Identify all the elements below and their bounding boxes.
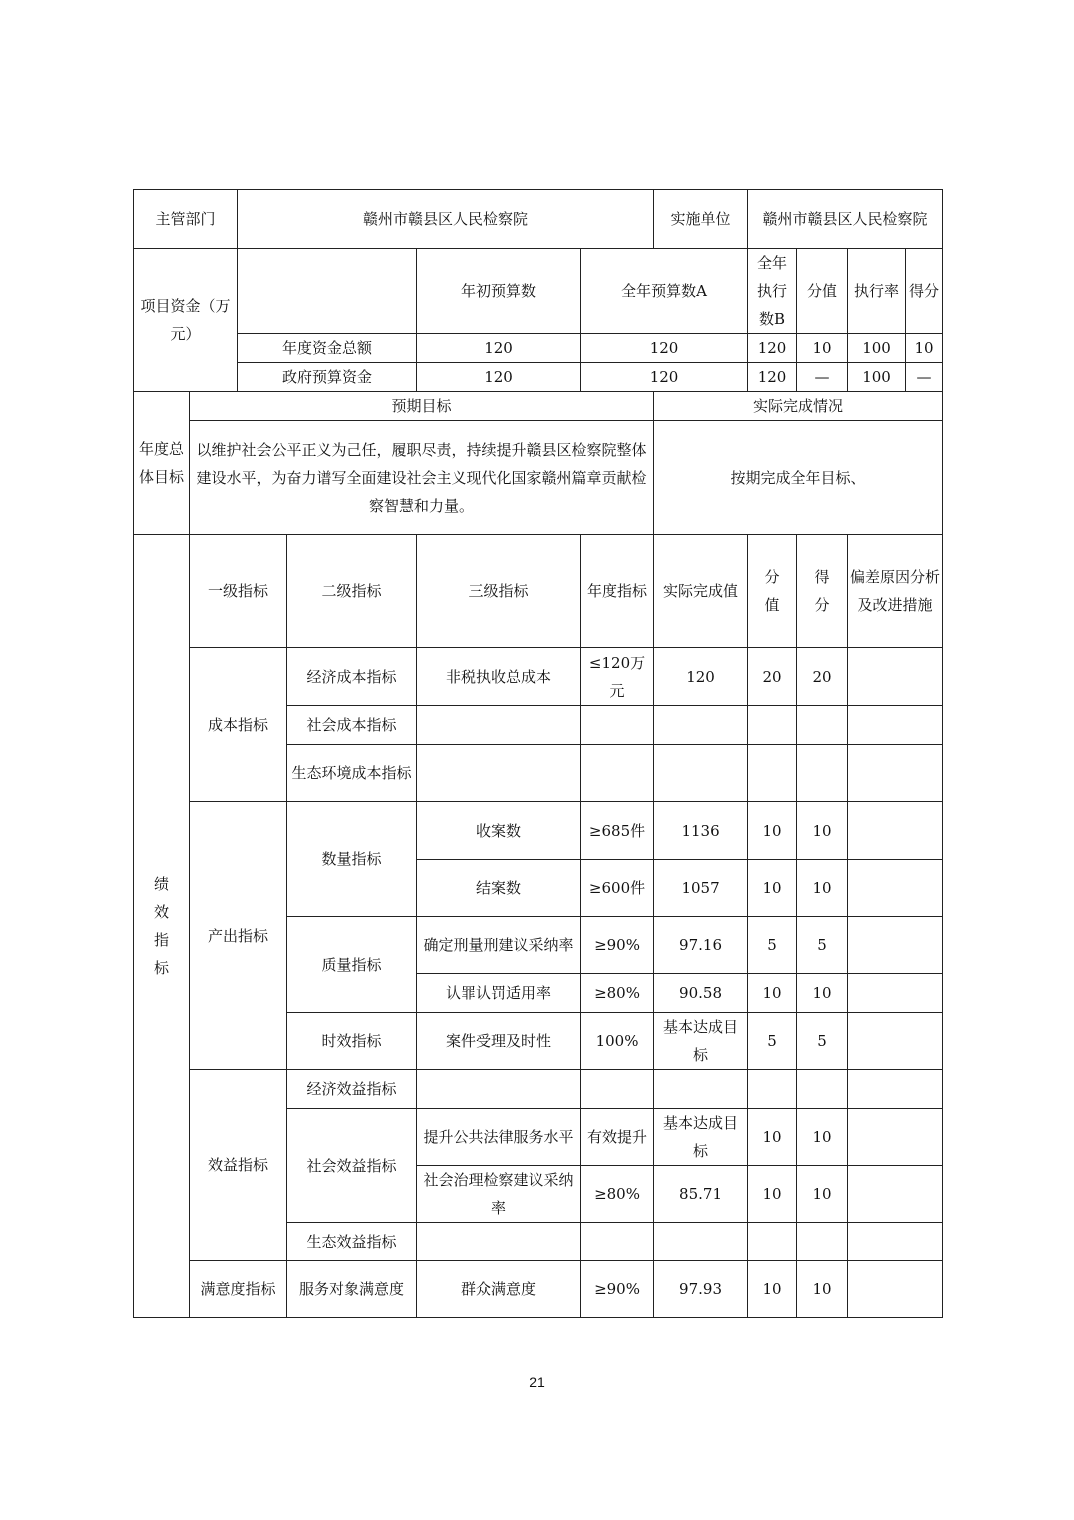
output-quantity-score-value-1: 10 (748, 802, 797, 860)
header-score (797, 535, 848, 648)
cost-ecological-target (581, 745, 654, 802)
benefit-economic-item (417, 1070, 581, 1109)
output-quality-actual-2: 90.58 (654, 974, 748, 1013)
cost-ecological-actual (654, 745, 748, 802)
benefit-economic-target (581, 1070, 654, 1109)
benefit-social-label: 社会效益指标 (287, 1109, 417, 1223)
performance-table (133, 189, 943, 1318)
output-timeliness-score: 5 (797, 1013, 848, 1070)
funds-blank-header (238, 249, 417, 334)
dept-value: 赣州市赣县区人民检察院 (238, 190, 654, 249)
header-actual: 实际完成值 (654, 535, 748, 648)
satisfaction-actual: 97.93 (654, 1261, 748, 1318)
funds-row-gov-initial: 120 (417, 363, 581, 392)
output-quantity-target-1: ≥685件 (581, 802, 654, 860)
funds-col-executed: 全年执行数B (748, 249, 797, 334)
output-timeliness-target: 100% (581, 1013, 654, 1070)
benefit-economic-score-value (748, 1070, 797, 1109)
output-quantity-target-2: ≥600件 (581, 860, 654, 917)
satisfaction-item: 群众满意度 (417, 1261, 581, 1318)
output-timeliness-label: 时效指标 (287, 1013, 417, 1070)
satisfaction-target: ≥90% (581, 1261, 654, 1318)
output-quantity-item-1: 收案数 (417, 802, 581, 860)
dept-label: 主管部门 (134, 190, 238, 249)
output-timeliness-actual: 基本达成目标 (654, 1013, 748, 1070)
output-timeliness-item: 案件受理及时性 (417, 1013, 581, 1070)
benefit-social-target-2: ≥80% (581, 1166, 654, 1223)
output-quantity-item-2: 结案数 (417, 860, 581, 917)
benefit-ecological-actual (654, 1223, 748, 1261)
benefit-ecological-label: 生态效益指标 (287, 1223, 417, 1261)
cost-social-item (417, 706, 581, 745)
output-quality-target-1: ≥90% (581, 917, 654, 974)
benefit-social-item-2: 社会治理检察建议采纳率 (417, 1166, 581, 1223)
output-timeliness-reason (848, 1013, 943, 1070)
benefit-social-score-1: 10 (797, 1109, 848, 1166)
funds-col-initial: 年初预算数 (417, 249, 581, 334)
satisfaction-sub-label: 服务对象满意度 (287, 1261, 417, 1318)
cost-economic-reason (848, 648, 943, 706)
goals-label: 年度总体目标 (134, 392, 190, 535)
funds-col-rate: 执行率 (848, 249, 906, 334)
header-score-value (748, 535, 797, 648)
cost-social-score-value (748, 706, 797, 745)
satisfaction-reason (848, 1261, 943, 1318)
output-quantity-reason-1 (848, 802, 943, 860)
output-quantity-score-1: 10 (797, 802, 848, 860)
goals-expected-header: 预期目标 (190, 392, 654, 421)
cost-economic-target: ≤120万元 (581, 648, 654, 706)
output-quantity-label: 数量指标 (287, 802, 417, 917)
benefit-social-item-1: 提升公共法律服务水平 (417, 1109, 581, 1166)
benefit-social-target-1: 有效提升 (581, 1109, 654, 1166)
header-score-value-text: 分值 (764, 568, 780, 614)
cost-ecological-reason (848, 745, 943, 802)
cost-economic-score: 20 (797, 648, 848, 706)
funds-row-total-score: 10 (906, 334, 943, 363)
funds-row-total-score-value: 10 (797, 334, 848, 363)
benefit-social-score-value-1: 10 (748, 1109, 797, 1166)
benefit-social-reason-2 (848, 1166, 943, 1223)
indicators-side-label-text: 绩效指标 (153, 875, 169, 977)
funds-label: 项目资金（万元） (134, 249, 238, 392)
benefit-ecological-score-value (748, 1223, 797, 1261)
output-quality-actual-1: 97.16 (654, 917, 748, 974)
cost-social-reason (848, 706, 943, 745)
cost-ecological-score-value (748, 745, 797, 802)
output-quantity-score-value-2: 10 (748, 860, 797, 917)
benefit-economic-score (797, 1070, 848, 1109)
benefit-ecological-target (581, 1223, 654, 1261)
page-number: 21 (529, 1374, 545, 1390)
benefit-label: 效益指标 (190, 1070, 287, 1261)
output-quality-score-value-1: 5 (748, 917, 797, 974)
output-quantity-actual-1: 1136 (654, 802, 748, 860)
cost-economic-actual: 120 (654, 648, 748, 706)
output-quality-score-1: 5 (797, 917, 848, 974)
cost-label: 成本指标 (190, 648, 287, 802)
funds-row-gov-annual: 120 (581, 363, 748, 392)
funds-row-total-initial: 120 (417, 334, 581, 363)
benefit-social-reason-1 (848, 1109, 943, 1166)
benefit-ecological-item (417, 1223, 581, 1261)
benefit-social-score-2: 10 (797, 1166, 848, 1223)
benefit-economic-reason (848, 1070, 943, 1109)
funds-row-gov-executed: 120 (748, 363, 797, 392)
output-quantity-reason-2 (848, 860, 943, 917)
funds-col-score: 得分 (906, 249, 943, 334)
header-level2: 二级指标 (287, 535, 417, 648)
indicators-side-label (134, 535, 190, 1318)
benefit-economic-label: 经济效益指标 (287, 1070, 417, 1109)
output-quality-reason-2 (848, 974, 943, 1013)
header-level3: 三级指标 (417, 535, 581, 648)
funds-row-gov-name: 政府预算资金 (238, 363, 417, 392)
header-level1: 一级指标 (190, 535, 287, 648)
funds-row-gov-score-value: — (797, 363, 848, 392)
cost-social-target (581, 706, 654, 745)
output-quantity-score-2: 10 (797, 860, 848, 917)
cost-ecological-score (797, 745, 848, 802)
output-quality-target-2: ≥80% (581, 974, 654, 1013)
satisfaction-label: 满意度指标 (190, 1261, 287, 1318)
funds-row-total-executed: 120 (748, 334, 797, 363)
funds-row-total-rate: 100 (848, 334, 906, 363)
funds-row-total-name: 年度资金总额 (238, 334, 417, 363)
benefit-ecological-reason (848, 1223, 943, 1261)
benefit-social-actual-1: 基本达成目标 (654, 1109, 748, 1166)
impl-value: 赣州市赣县区人民检察院 (748, 190, 943, 249)
funds-row-total-annual: 120 (581, 334, 748, 363)
output-quality-item-2: 认罪认罚适用率 (417, 974, 581, 1013)
output-quantity-actual-2: 1057 (654, 860, 748, 917)
benefit-ecological-score (797, 1223, 848, 1261)
output-label: 产出指标 (190, 802, 287, 1070)
cost-ecological-item (417, 745, 581, 802)
header-reason: 偏差原因分析及改进措施 (848, 535, 943, 648)
output-quality-score-value-2: 10 (748, 974, 797, 1013)
benefit-social-score-value-2: 10 (748, 1166, 797, 1223)
cost-social-actual (654, 706, 748, 745)
output-quality-label: 质量指标 (287, 917, 417, 1013)
funds-col-score-value: 分值 (797, 249, 848, 334)
output-quality-score-2: 10 (797, 974, 848, 1013)
cost-ecological-label: 生态环境成本指标 (287, 745, 417, 802)
output-quality-item-1: 确定刑量刑建议采纳率 (417, 917, 581, 974)
cost-economic-label: 经济成本指标 (287, 648, 417, 706)
cost-social-score (797, 706, 848, 745)
cost-economic-score-value: 20 (748, 648, 797, 706)
goals-expected-text: 以维护社会公平正义为己任，履职尽责，持续提升赣县区检察院整体建设水平，为奋力谱写全面建设社会主义现代化国家赣州篇章贡献检察智慧和力量。 (190, 421, 654, 535)
satisfaction-score: 10 (797, 1261, 848, 1318)
header-score-text: 得分 (814, 568, 830, 614)
goals-actual-header: 实际完成情况 (654, 392, 943, 421)
impl-label: 实施单位 (654, 190, 748, 249)
funds-col-annual: 全年预算数A (581, 249, 748, 334)
funds-row-gov-rate: 100 (848, 363, 906, 392)
header-target: 年度指标 (581, 535, 654, 648)
output-timeliness-score-value: 5 (748, 1013, 797, 1070)
funds-row-gov-score: — (906, 363, 943, 392)
benefit-economic-actual (654, 1070, 748, 1109)
cost-social-label: 社会成本指标 (287, 706, 417, 745)
satisfaction-score-value: 10 (748, 1261, 797, 1318)
goals-actual-text: 按期完成全年目标、 (654, 421, 943, 535)
cost-economic-item: 非税执收总成本 (417, 648, 581, 706)
output-quality-reason-1 (848, 917, 943, 974)
benefit-social-actual-2: 85.71 (654, 1166, 748, 1223)
